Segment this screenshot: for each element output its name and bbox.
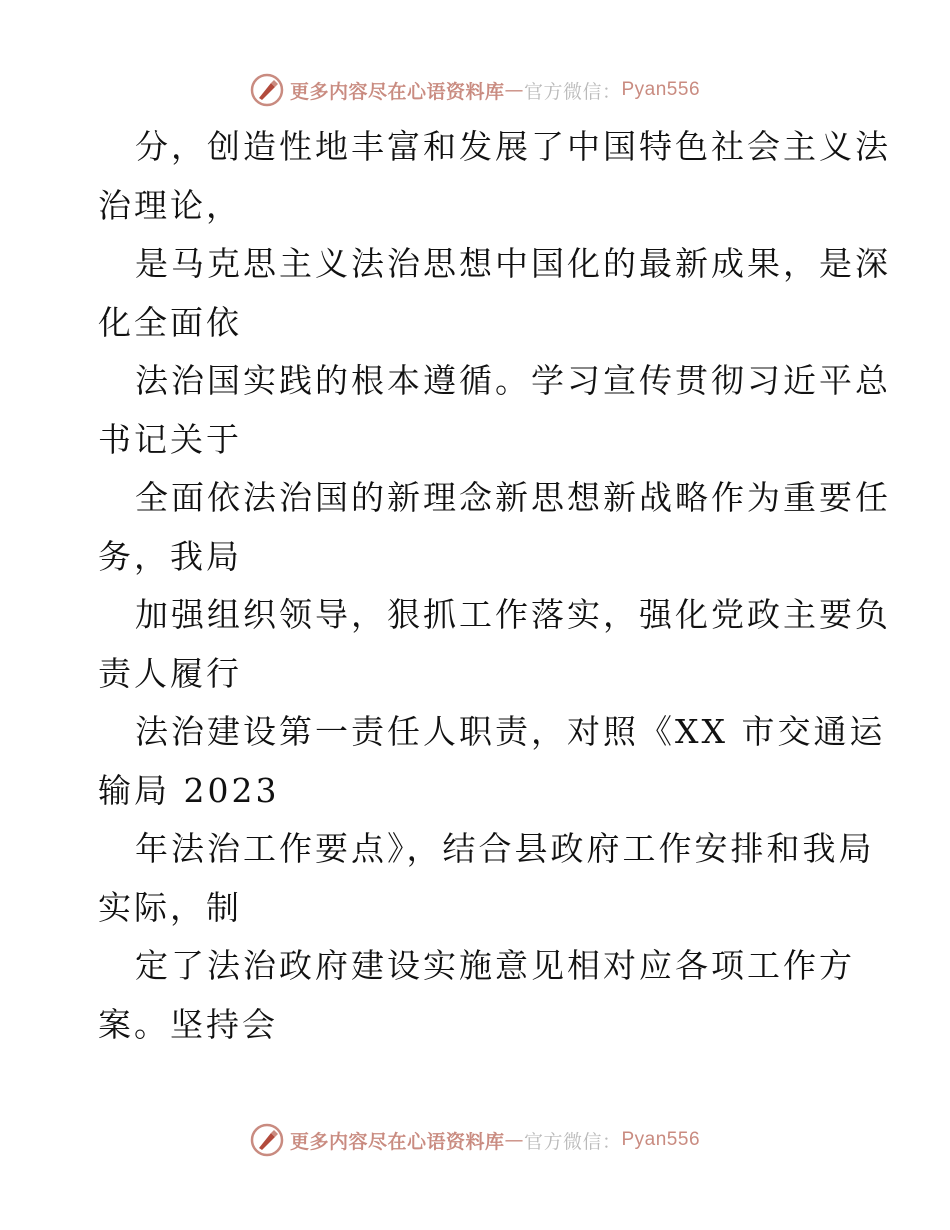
watermark-main-text: 更多内容尽在心语资料库 [289,1130,505,1153]
text-line: 加强组织领导，狠抓工作落实，强化党政主要负 [135,595,891,634]
text-line: 责人履行 [98,653,242,693]
watermark-separator: — [504,1129,524,1151]
text-line: 案。坚持会 [98,1004,278,1044]
text-line: 治理论， [98,185,242,225]
text-line: 全面依法治国的新理念新思想新战略作为重要任 [135,478,891,517]
watermark-id: Pyan556 [621,79,701,100]
document-body [98,118,891,1054]
text-line: 输局 2023 [98,770,280,810]
watermark-id: Pyan556 [621,1129,701,1150]
text-line: 法治国实践的根本遵循。学习宣传贯彻习近平总 [135,361,891,400]
watermark-main-text: 更多内容尽在心语资料库 [289,80,505,103]
text-line: 化全面依 [98,302,242,342]
watermark-label: 官方微信： [523,80,622,103]
text-line: 年法治工作要点》，结合县政府工作安排和我局 [135,829,875,868]
text-line: 是马克思主义法治思想中国化的最新成果，是深 [135,244,891,283]
text-line: 定了法治政府建设实施意见相对应各项工作方 [135,946,855,985]
header-watermark [0,70,950,110]
watermark-separator: — [504,79,524,101]
text-line: 书记关于 [98,419,242,459]
text-line: 分，创造性地丰富和发展了中国特色社会主义法 [135,127,891,166]
text-line: 务，我局 [98,536,242,576]
watermark-label: 官方微信： [523,1130,622,1153]
pen-nib-circle-icon [250,73,284,107]
text-line: 实际，制 [98,887,242,927]
text-line: 法治建设第一责任人职责，对照《XX 市交通运 [135,712,886,751]
pen-nib-circle-icon [250,1123,284,1157]
footer-watermark [0,1120,950,1160]
